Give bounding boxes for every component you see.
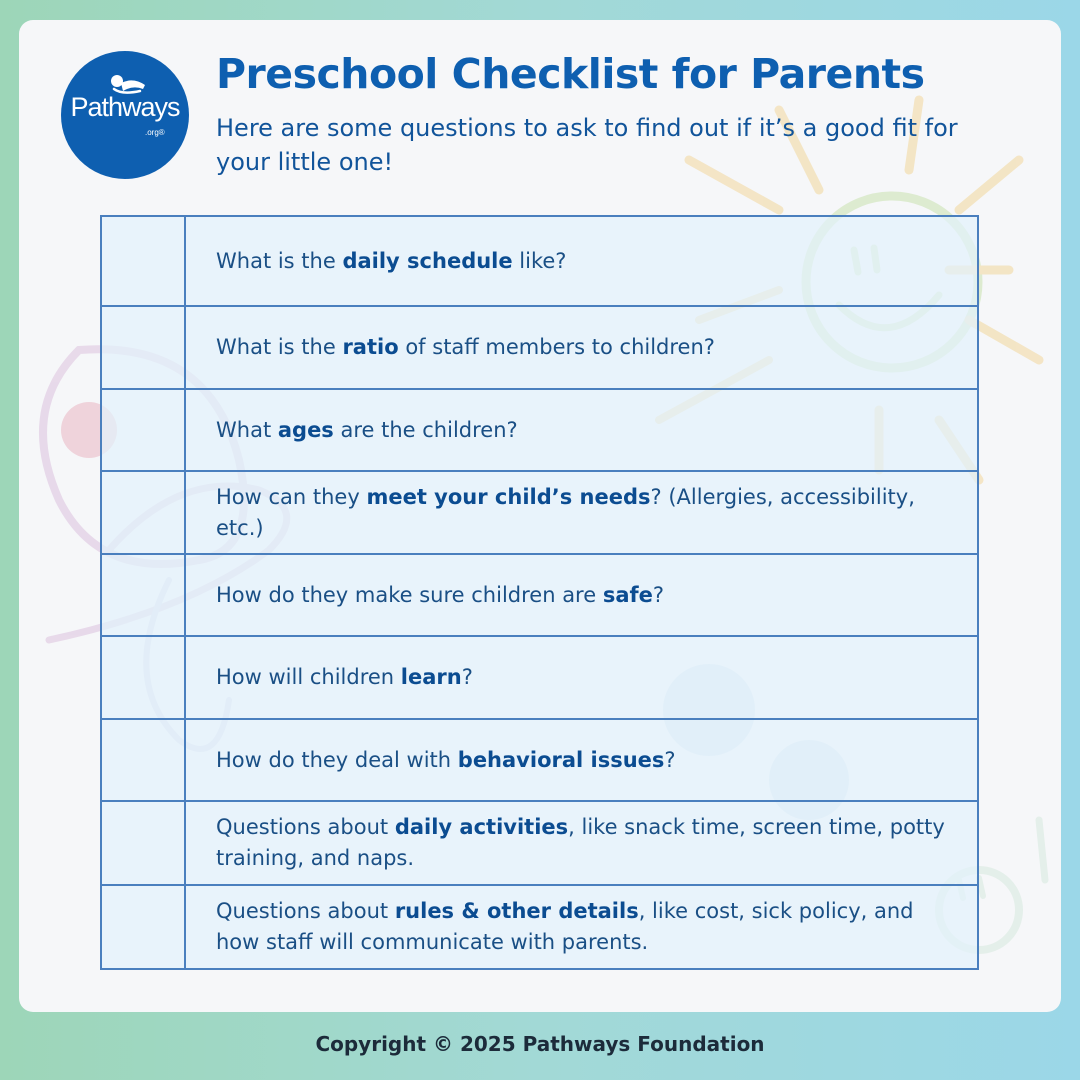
checklist-question: Questions about daily activities, like snack time, screen time, potty training, and naps. [216,815,945,870]
checkbox-cell[interactable] [102,307,186,388]
checklist-question: How will children learn? [216,665,473,689]
checklist-row [102,388,977,470]
checkbox-cell[interactable] [102,555,186,635]
checklist-question: How do they deal with behavioral issues? [216,747,676,772]
checklist-row [102,718,977,800]
logo-wordmark: Pathways [70,92,180,122]
checklist-table [100,215,979,970]
checklist-question: What is the daily schedule like? [216,248,567,273]
pathways-logo [61,51,189,179]
checklist-row [102,800,977,884]
checkbox-cell[interactable] [102,802,186,884]
checklist-row [102,470,977,553]
checkbox-cell[interactable] [102,217,186,305]
checklist-row [102,305,977,388]
checklist-question: What ages are the children? [216,417,518,442]
checkbox-cell[interactable] [102,886,186,968]
checkbox-cell[interactable] [102,637,186,718]
copyright-footer: Copyright © 2025 Pathways Foundation [315,1032,765,1056]
checkbox-cell[interactable] [102,472,186,553]
checklist-row [102,635,977,718]
checklist-row [102,884,977,968]
logo-domain: .org® [145,128,165,137]
checklist-question: Questions about rules & other details, like cost, sick policy, and how staff will communicate with parents. [216,899,914,954]
page-subtitle: Here are some questions to ask to find out if it’s a good fit for your little one! [216,114,958,176]
checklist-question: How do they make sure children are safe? [216,582,665,607]
checklist-card [19,20,1061,1012]
checklist-row [102,553,977,635]
checkbox-cell[interactable] [102,720,186,800]
checklist-question: How can they meet your child’s needs? (Allergies, accessibility, etc.) [216,484,915,540]
checklist-question: What is the ratio of staff members to children? [216,335,715,359]
checklist-row [102,217,977,305]
checkbox-cell[interactable] [102,390,186,470]
page-title: Preschool Checklist for Parents [216,50,925,98]
